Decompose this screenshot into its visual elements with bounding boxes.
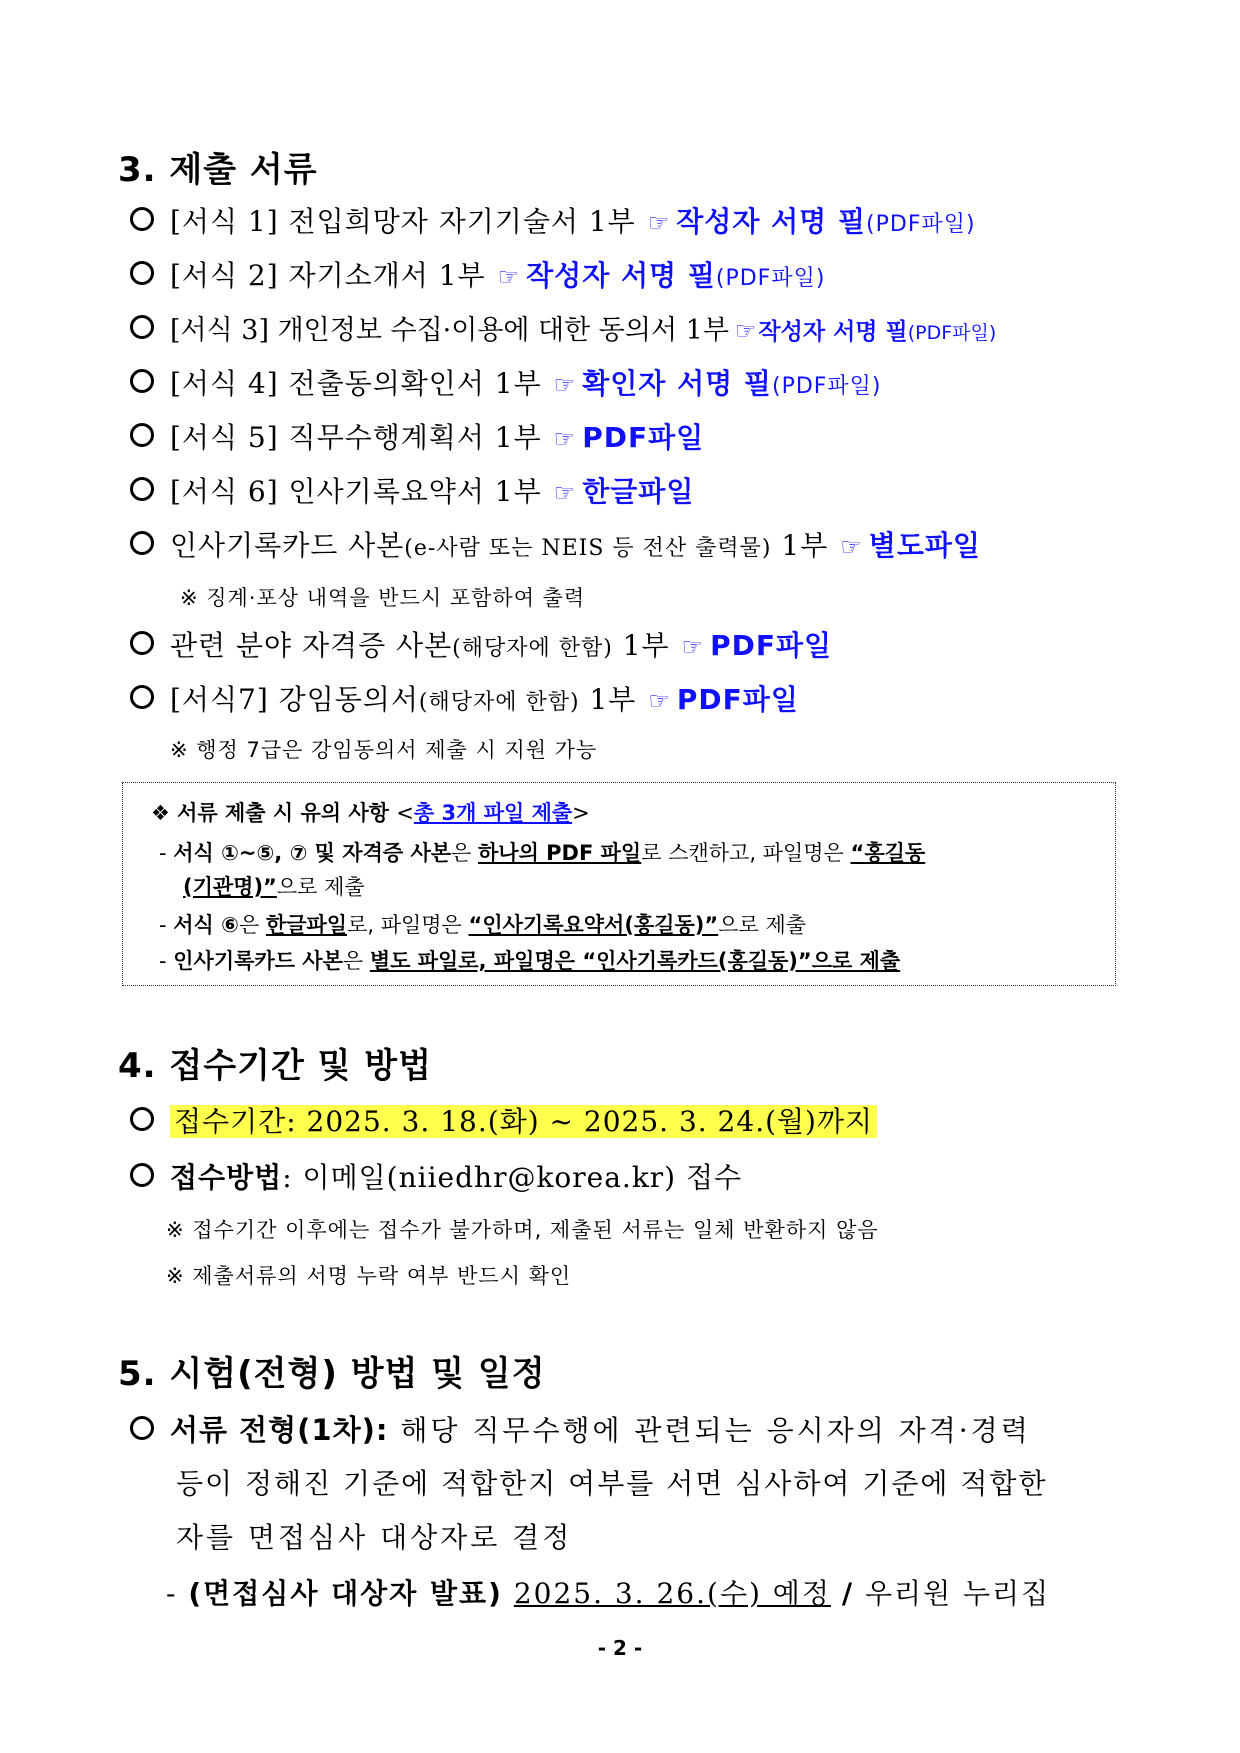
receipt-method-value: : 이메일(niiedhr@korea.kr) 접수	[282, 1161, 743, 1194]
circle-bullet-icon	[130, 685, 154, 709]
caution-text: 으로 제출	[276, 875, 365, 899]
page-number: - 2 -	[597, 1636, 643, 1660]
doc-screening-label: 서류 전형(1차):	[170, 1413, 389, 1447]
pointing-hand-icon: ☞	[647, 209, 671, 237]
receipt-period: 접수기간: 2025. 3. 18.(화) ~ 2025. 3. 24.(월)까지	[170, 1105, 877, 1138]
circle-bullet-icon	[130, 315, 154, 339]
announcement-line	[166, 1572, 1050, 1612]
caution-text: 은	[451, 841, 478, 865]
doc-item-label-detail: (e-사람 또는 NEIS 등 전산 출력물)	[404, 536, 772, 561]
doc-item-label-detail: (해당자에 한함)	[418, 690, 580, 715]
doc-item-label: [서식7] 강임동의서	[170, 683, 419, 716]
doc-screening-line-2: 등이 정해진 기준에 적합한지 여부를 서면 심사하여 기준에 적합한	[176, 1467, 1048, 1500]
caution-text: 으로 제출	[718, 913, 807, 937]
doc-item-action: 한글파일	[582, 475, 695, 508]
doc-item-label: [서식 5] 직무수행계획서 1부	[170, 421, 542, 454]
doc-screening-line-3: 자를 면접심사 대상자로 결정	[176, 1521, 573, 1554]
circle-bullet-icon	[130, 1416, 154, 1440]
pointing-hand-icon: ☞	[840, 533, 863, 561]
caution-bracket-open: <	[396, 801, 414, 825]
circle-bullet-icon	[130, 477, 154, 501]
pointing-hand-icon: ☞	[553, 479, 577, 507]
doc-item-label: [서식 6] 인사기록요약서 1부	[170, 475, 542, 508]
doc-item-2	[130, 254, 825, 294]
caution-file-count: 총 3개 파일 제출	[413, 801, 573, 825]
diamond-bullet-icon: ❖	[151, 801, 170, 825]
caution-title: 서류 제출 시 유의 사항	[177, 801, 389, 825]
doc-screening-text: 해당 직무수행에 관련되는 응시자의 자격·경력	[400, 1414, 1031, 1447]
doc-item-count: 1부	[589, 683, 637, 716]
dash-icon: -	[159, 949, 167, 973]
section-3-title: 3. 제출 서류	[118, 150, 318, 190]
doc-item-action: 별도파일	[868, 529, 981, 562]
doc-item-action: PDF파일	[710, 629, 833, 662]
caution-line-2	[159, 909, 806, 939]
doc-item-format: (PDF파일)	[771, 374, 882, 399]
caution-text: 하나의 PDF 파일	[478, 841, 642, 865]
pointing-hand-icon: ☞	[497, 263, 521, 291]
caution-line-1	[159, 837, 925, 867]
doc-item-label: [서식 2] 자기소개서 1부	[170, 259, 486, 292]
doc-item-action: 작성자 서명 필	[758, 319, 908, 345]
doc-item-9	[130, 678, 799, 718]
note-receipt-2: ※ 제출서류의 서명 누락 여부 반드시 확인	[166, 1264, 572, 1288]
doc-item-count: 1부	[781, 529, 829, 562]
circle-bullet-icon	[130, 1107, 154, 1131]
note-receipt-1: ※ 접수기간 이후에는 접수가 불가하며, 제출된 서류는 일체 반환하지 않음	[166, 1218, 879, 1242]
caution-text: 은	[238, 913, 266, 937]
note-demotion: ※ 행정 7급은 강임동의서 제출 시 지원 가능	[170, 738, 598, 762]
announcement-label: (면접심사 대상자 발표)	[188, 1577, 503, 1610]
doc-item-3	[130, 308, 996, 347]
receipt-period-item	[130, 1100, 877, 1140]
doc-item-5	[130, 416, 704, 456]
circle-bullet-icon	[130, 1163, 154, 1187]
circle-bullet-icon	[130, 369, 154, 393]
doc-item-7	[130, 524, 981, 564]
doc-item-count: 1부	[622, 629, 670, 662]
announcement-separator: /	[841, 1577, 855, 1610]
doc-item-action: PDF파일	[582, 421, 705, 454]
caution-text: 한글파일	[265, 913, 348, 937]
doc-item-label: [서식 3] 개인정보 수집·이용에 대한 동의서 1부	[170, 315, 729, 346]
caution-line-1b	[183, 871, 365, 901]
doc-item-format: (PDF파일)	[907, 322, 997, 344]
receipt-method-label: 접수방법	[170, 1161, 283, 1194]
doc-item-label: 관련 분야 자격증 사본	[170, 629, 453, 662]
doc-item-format: (PDF파일)	[715, 266, 826, 291]
pointing-hand-icon: ☞	[553, 371, 577, 399]
pointing-hand-icon: ☞	[553, 425, 577, 453]
doc-item-label: 인사기록카드 사본	[170, 529, 405, 562]
doc-item-format: (PDF파일)	[866, 212, 976, 237]
circle-bullet-icon	[130, 261, 154, 285]
section-5-title: 5. 시험(전형) 방법 및 일정	[118, 1354, 546, 1394]
doc-item-action: 작성자 서명 필	[676, 205, 867, 238]
dash-icon: -	[166, 1577, 178, 1610]
caution-text: 로, 파일명은	[347, 913, 469, 937]
caution-text: 서식 ①~⑤, ⑦ 및 자격증 사본	[173, 841, 452, 865]
caution-title-line	[151, 797, 590, 827]
doc-item-label-detail: (해당자에 한함)	[452, 636, 613, 661]
announcement-date: 2025. 3. 26.(수) 예정	[513, 1577, 831, 1610]
caution-box	[122, 782, 1116, 986]
circle-bullet-icon	[130, 423, 154, 447]
caution-text: 인사기록카드 사본	[173, 949, 343, 973]
caution-text: 별도 파일로, 파일명은 “인사기록카드(홍길동)”으로 제출	[369, 949, 901, 973]
caution-text: “홍길동	[850, 841, 926, 865]
circle-bullet-icon	[130, 531, 154, 555]
dash-icon: -	[159, 841, 167, 865]
receipt-method-item	[130, 1156, 742, 1196]
doc-item-action: PDF파일	[676, 683, 799, 716]
pointing-hand-icon: ☞	[734, 317, 757, 345]
circle-bullet-icon	[130, 631, 154, 655]
caution-text: 로 스캔하고, 파일명은	[641, 841, 851, 865]
caution-text: “인사기록요약서(홍길동)”	[468, 913, 719, 937]
caution-text: (기관명)”	[183, 875, 277, 899]
pointing-hand-icon: ☞	[681, 633, 705, 661]
doc-item-1	[130, 200, 976, 240]
announcement-where: 우리원 누리집	[864, 1577, 1051, 1610]
doc-item-label: [서식 4] 전출동의확인서 1부	[170, 367, 542, 400]
section-4-title: 4. 접수기간 및 방법	[118, 1046, 432, 1086]
doc-item-4	[130, 362, 882, 402]
circle-bullet-icon	[130, 207, 154, 231]
doc-screening-line-1	[130, 1408, 1031, 1449]
caution-line-3	[159, 945, 900, 975]
dash-icon: -	[159, 913, 167, 937]
doc-item-action: 작성자 서명 필	[526, 259, 716, 292]
caution-text: 서식 ⑥	[173, 913, 239, 937]
doc-item-6	[130, 470, 694, 510]
caution-text: 은	[342, 949, 370, 973]
doc-item-8	[130, 624, 832, 664]
doc-item-action: 확인자 서명 필	[582, 367, 772, 400]
caution-bracket-close: >	[572, 801, 590, 825]
doc-item-label: [서식 1] 전입희망자 자기기술서 1부	[170, 205, 636, 238]
pointing-hand-icon: ☞	[648, 687, 671, 715]
note-discipline: ※ 징계·포상 내역을 반드시 포함하여 출력	[180, 586, 586, 610]
